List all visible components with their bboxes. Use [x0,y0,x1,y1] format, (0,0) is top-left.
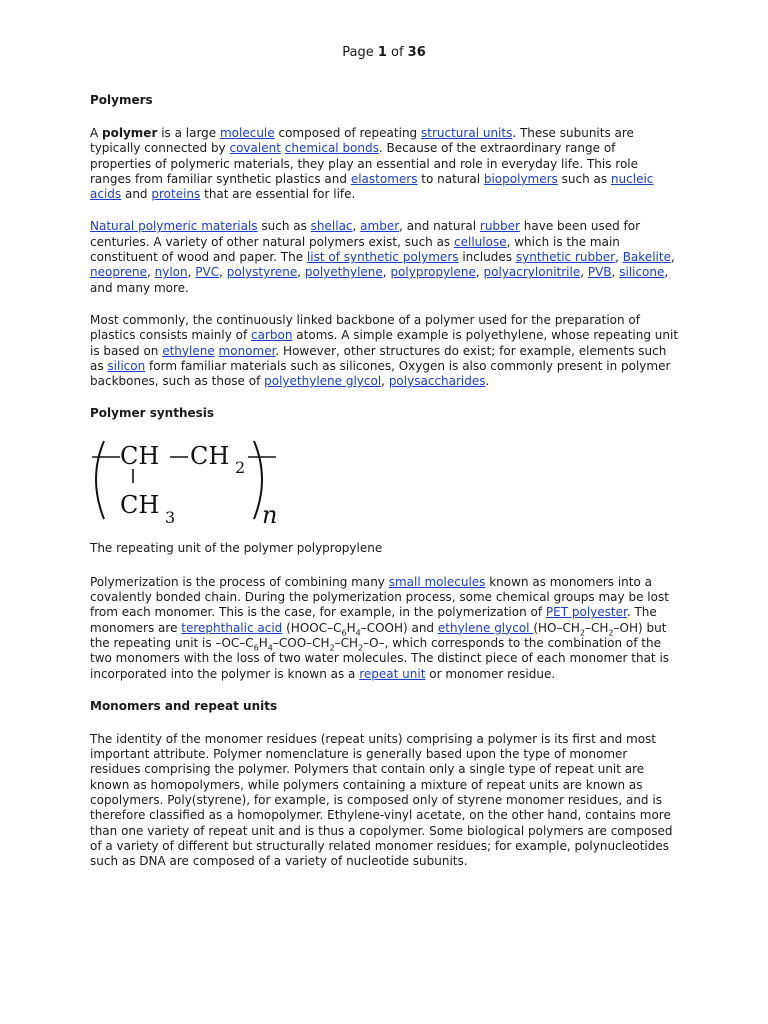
left-bracket [96,441,104,519]
link-nylon[interactable]: nylon [154,265,188,280]
ch2-subscript: 2 [235,458,246,478]
document-body [90,93,680,887]
link-shellac[interactable]: shellac [310,219,353,234]
link-covalent[interactable]: covalent [229,141,281,156]
link-silicon[interactable]: silicon [107,358,146,373]
link-repeat-unit[interactable]: repeat unit [359,666,426,681]
page-of-label: of [386,45,408,60]
link-chemical-bonds[interactable]: chemical bonds [284,141,379,156]
link-polystyrene[interactable]: polystyrene [226,265,298,280]
total-page-count: 36 [407,45,426,60]
link-small-molecules[interactable]: small molecules [388,574,486,589]
link-natural-polymeric-materials[interactable]: Natural polymeric materials [90,219,258,234]
link-ethylene[interactable]: ethylene [162,343,215,358]
link-polyethylene-glycol[interactable]: polyethylene glycol [264,374,382,389]
page-indicator [0,45,768,60]
link-elastomers[interactable]: elastomers [350,171,418,186]
paragraph-polymer-definition: A polymer is a large molecule composed of repeating structural units. These subunits are typically connected by covalent chemical bonds. Because of the extraordinary range of properties of polymeric materials, they play an essential and role in everyday life. This role ranges from familiar synthetic plastics and elastomers to natural biopolymers such as nucleic acids and proteins that are essential for life. [90,126,654,202]
current-page-number: 1 [377,45,387,60]
paragraph-natural-polymers: Natural polymeric materials such as shellac, amber, and natural rubber have been used for centuries. A variety of other natural polymers exist, such as cellulose, which is the main constituent of wood and paper. The list of synthetic polymers includes synthetic rubber, Bakelite, neoprene, nylon, PVC, polystyrene, polyethylene, polypropylene, polyacrylonitrile, PVB, silicone, and many more. [90,219,675,295]
link-cellulose[interactable]: cellulose [454,234,507,249]
link-pvc[interactable]: PVC [195,265,220,280]
right-bracket [254,441,262,519]
ch-group: CH [120,442,160,471]
link-polypropylene[interactable]: polypropylene [390,265,476,280]
formula-caption: The repeating unit of the polymer polypropylene [90,541,383,556]
link-rubber[interactable]: rubber [479,219,520,234]
paragraph-polymerization: Polymerization is the process of combining many small molecules known as monomers into a covalently bonded chain. During the polymerization process, some chemical groups may be lost from each monomer. This is the case, for example, in the polymerization of PET polyester. The monomers are terephthalic acid $(HOOC-C_6H_4-COOH)$ and ethylene glycol $(HO-CH_2-CH_2-OH)$ but the repeating unit is $-OC-C_6H_4-COO-CH_2-CH_2-O-$, which corresponds to the combination of the two monomers with the loss of two water molecules. The distinct piece of each monomer that is incorporated into the polymer is known as a repeat unit or monomer residue. [90,574,670,681]
link-terephthalic-acid[interactable]: terephthalic acid [181,620,283,635]
link-synthetic-rubber[interactable]: synthetic rubber [515,250,616,265]
term-polymer: polymer [102,126,158,140]
polypropylene-formula [90,431,680,531]
link-polyethylene[interactable]: polyethylene [304,265,383,280]
link-carbon[interactable]: carbon [251,328,293,343]
link-nucleic-acids[interactable]: nucleic acids [90,171,654,202]
paragraph-monomer-residues: The identity of the monomer residues (repeat units) comprising a polymer is its first and most important attribute. Polymer nomenclature is generally based upon the type of monomer residues comprising the polymer. Polymers that contain only a single type of repeat unit are known as homopolymers, while polymers containing a mixture of repeat units are known as copolymers. Poly(styrene), for example, is composed only of styrene monomer residues, and is therefore classified as a homopolymer. Ethylene-vinyl acetate, on the other hand, contains more than one variety of repeat unit and is thus a copolymer. Some biological polymers are composed of a variety of different but structurally related monomer residues; for example, polynucleotides such as DNA are composed of a variety of nucleotide subunits. [90,731,673,869]
link-pvb[interactable]: PVB [587,265,612,280]
page-prefix: Page [342,45,378,60]
link-pet-polyester[interactable]: PET polyester [545,605,627,620]
ch3-subscript: 3 [165,508,176,528]
link-neoprene[interactable]: neoprene [90,265,147,280]
link-proteins[interactable]: proteins [151,187,201,202]
ch3-group: CH [120,491,160,520]
link-silicone[interactable]: silicone [619,265,665,280]
link-polysaccharides[interactable]: polysaccharides [388,374,486,389]
ch2-group: CH [190,442,230,471]
link-biopolymers[interactable]: biopolymers [483,171,558,186]
paragraph-backbone: Most commonly, the continuously linked backbone of a polymer used for the preparation of plastics consists mainly of carbon atoms. A simple example is polyethylene, whose repeating unit is based on ethylene monomer. However, other structures do exist; for example, elements such as silicon form familiar materials such as silicones, Oxygen is also commonly present in polymer backbones, such as those of polyethylene glycol, polysaccharides. [90,312,679,389]
link-ethylene-glycol[interactable]: ethylene glycol [437,620,534,635]
section-title-polymers: Polymers [90,93,153,107]
link-bakelite[interactable]: Bakelite [622,250,671,265]
section-title-polymer-synthesis: Polymer synthesis [90,406,215,421]
polypropylene-structure-diagram [90,431,310,531]
link-structural-units[interactable]: structural units [421,126,513,140]
link-monomer[interactable]: monomer [218,343,276,358]
section-title-monomers: Monomers and repeat units [90,698,278,713]
link-polyacrylonitrile[interactable]: polyacrylonitrile [483,265,581,280]
repeat-count-n: n [262,501,278,530]
link-amber[interactable]: amber [360,219,400,234]
link-list-of-synthetic-polymers[interactable]: list of synthetic polymers [306,250,459,265]
link-molecule[interactable]: molecule [219,126,275,140]
